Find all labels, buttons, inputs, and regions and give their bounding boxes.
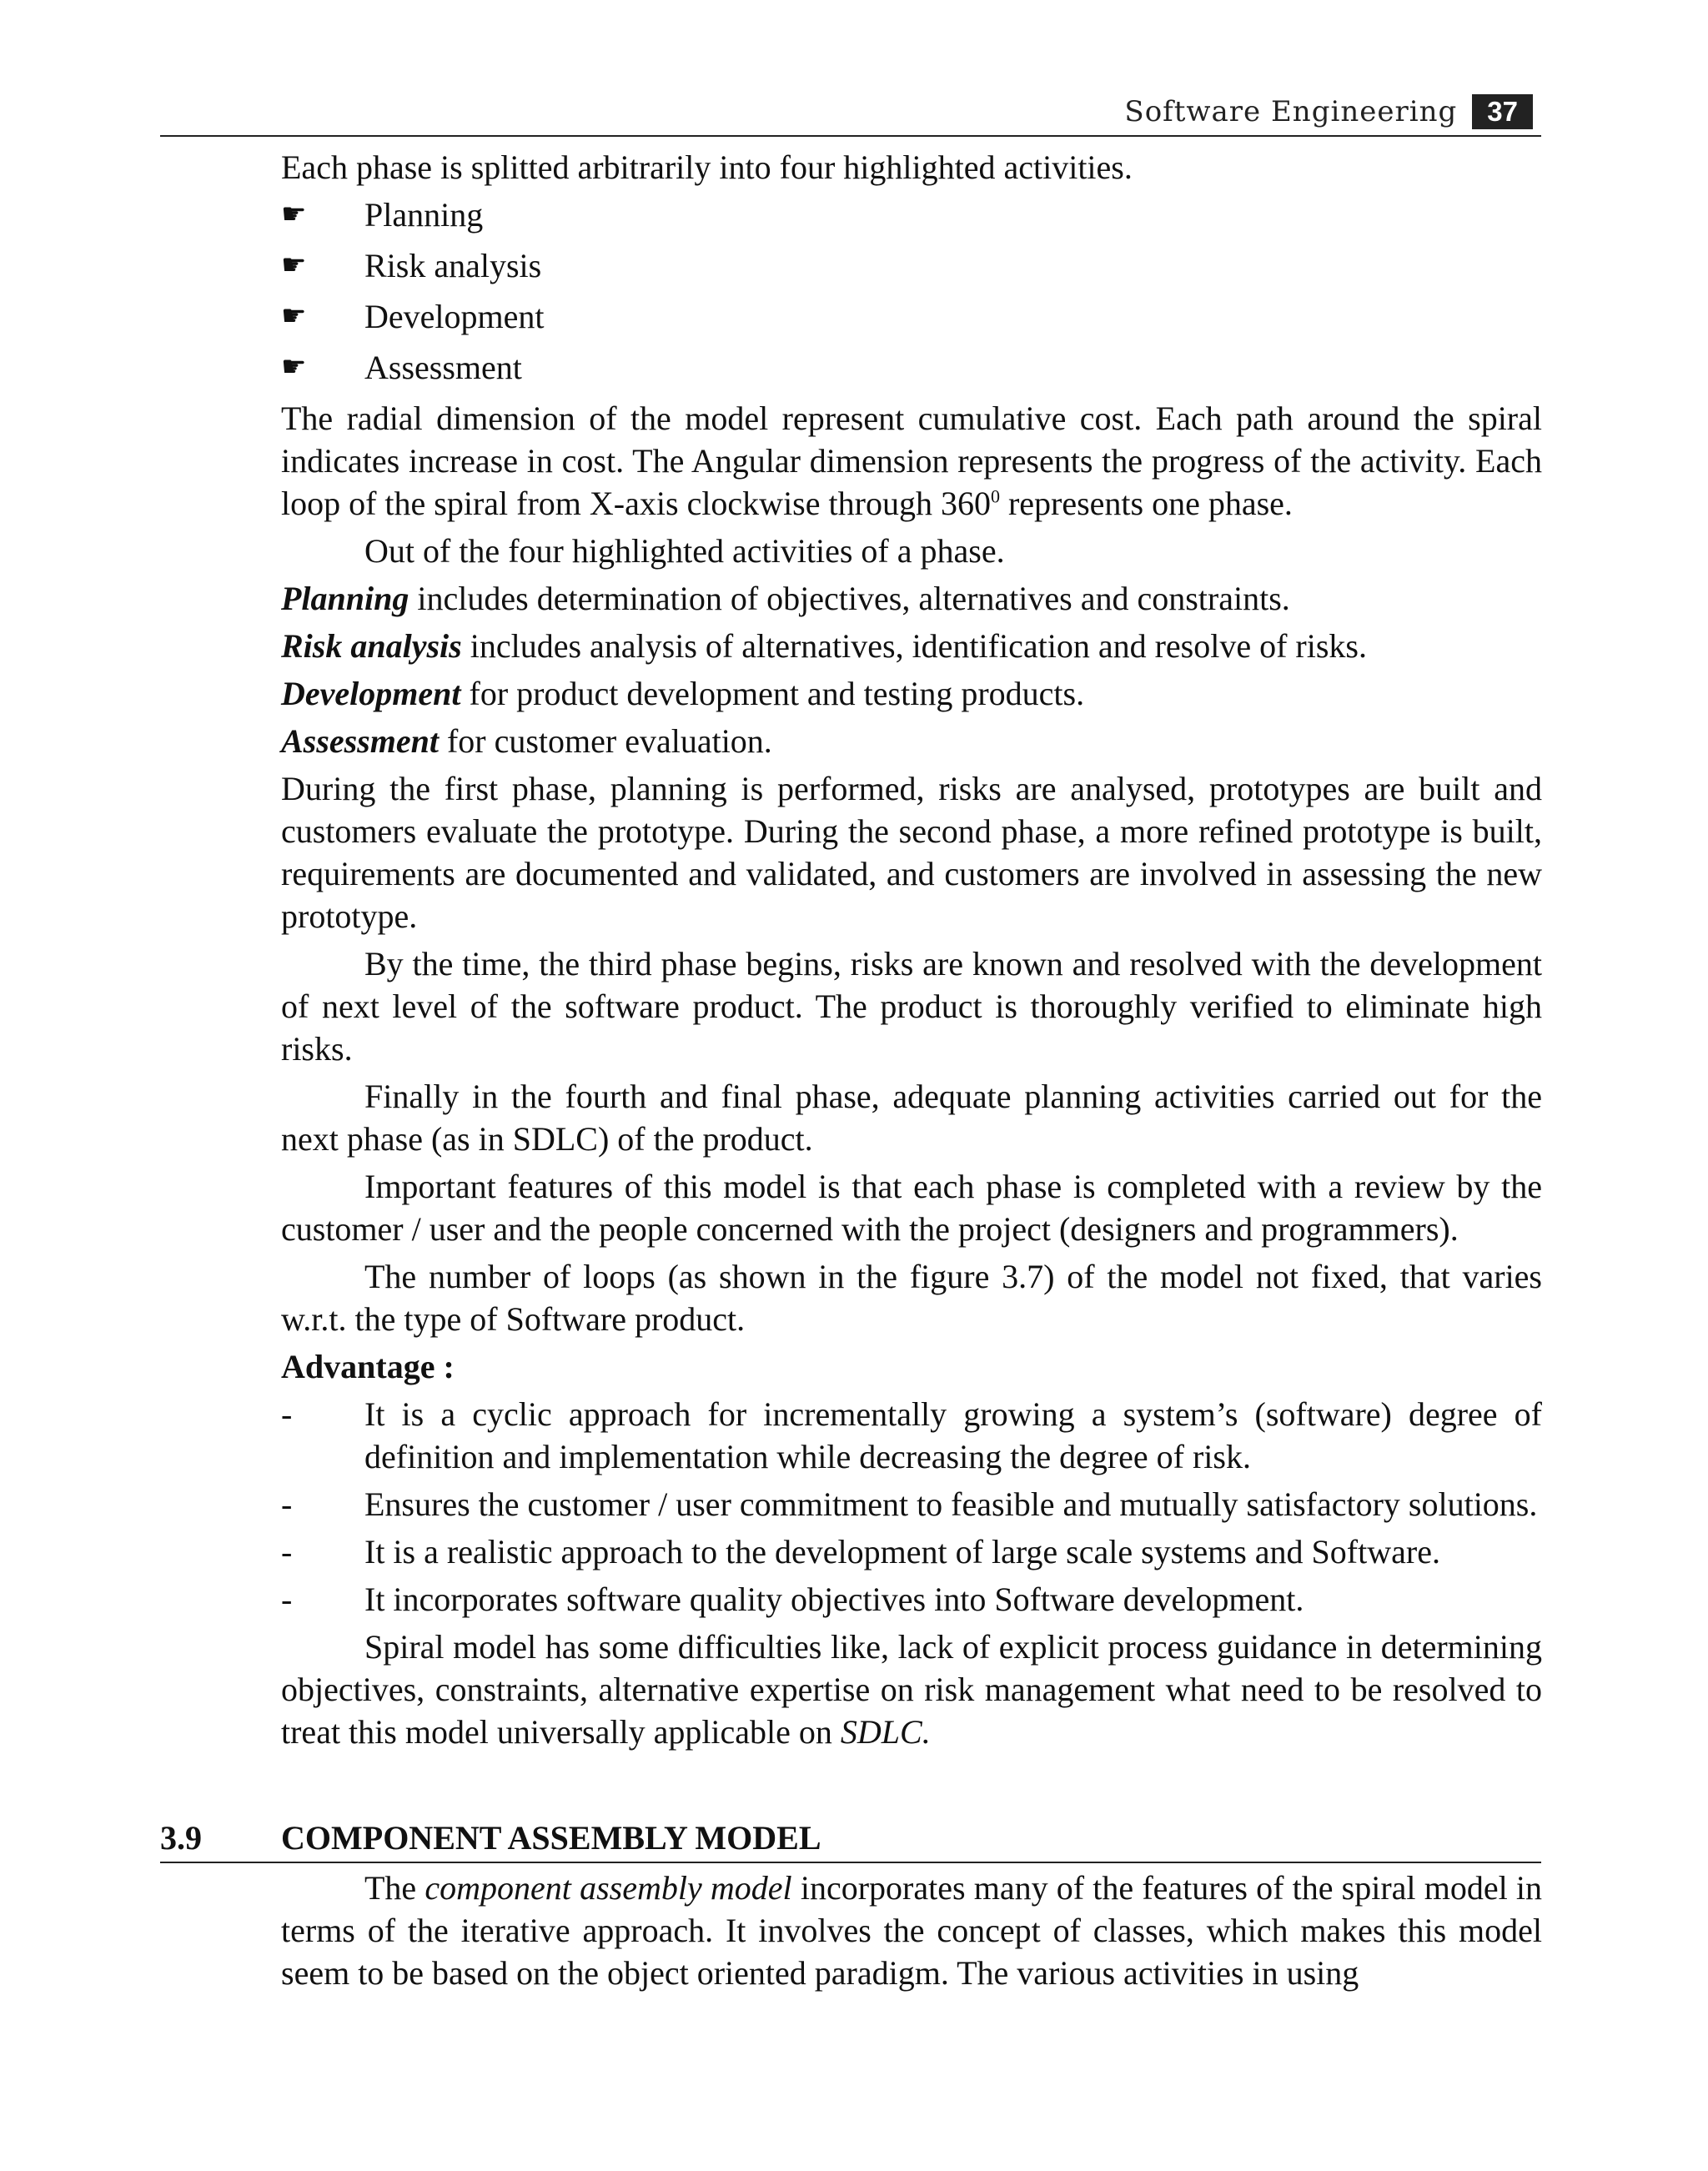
header-rule xyxy=(160,135,1541,137)
paragraph: During the first phase, planning is performed, risks are analysed, prototypes are built and customers evaluate the prototype. During the second phase, a more refined prototype is built, requirements are documented and validated, and customers are involved in assessing the new prototype. xyxy=(281,770,1542,935)
advantage-item: - Ensures the customer / user commitment to feasible and mutually satisfactory solutions. xyxy=(281,1485,1538,1523)
superscript: 0 xyxy=(990,485,1000,507)
advantage-item: - It is a realistic approach to the development of large scale systems and Software. xyxy=(281,1533,1440,1570)
paragraph: Finally in the fourth and final phase, adequate planning activities carried out for the next phase (as in SDLC) of the product. xyxy=(281,1078,1542,1158)
radial-paragraph: The radial dimension of the model represent cumulative cost. Each path around the spiral indicates increase in cost. The Angular dimension represents the progress of the activity. Each loop of the spiral from X-axis clockwise through $360^0$ represents one phase. xyxy=(281,400,1542,522)
section-heading xyxy=(160,1817,1541,1859)
section-content xyxy=(281,1867,1542,1994)
pointing-hand-icon: ☛ xyxy=(281,299,307,333)
definition-planning: Planning includes determination of objectives, alternatives and constraints. xyxy=(281,580,1290,617)
spiral-paragraph: Spiral model has some difficulties like, lack of explicit process guidance in determining objectives, constraints, alternative expertise on risk management what need to be resolved to treat this model universally applicable on SDLC. xyxy=(281,1628,1542,1751)
bullet-item: ☛ Assessment xyxy=(281,346,1542,389)
running-header xyxy=(1124,92,1533,132)
paragraph: Important features of this model is that each phase is completed with a review by the customer / user and the people concerned with the project (designers and programmers). xyxy=(281,1168,1542,1248)
paragraph: By the time, the third phase begins, risks are known and resolved with the development of next level of the software product. The product is thoroughly verified to eliminate high risks. xyxy=(281,945,1542,1068)
advantage-item: - It is a cyclic approach for incrementally growing a system’s (software) degree of definition and implementation while decreasing the degree of risk. xyxy=(281,1395,1542,1475)
section-number: 3.9 xyxy=(160,1819,202,1857)
pointing-hand-icon: ☛ xyxy=(281,198,307,231)
page-number: 37 xyxy=(1472,94,1533,129)
bullet-item: ☛ Planning xyxy=(281,193,1542,236)
header-title: Software Engineering xyxy=(1124,94,1458,128)
definition-risk-analysis: Risk analysis includes analysis of alternatives, identification and resolve of risks. xyxy=(281,627,1367,665)
section-rule xyxy=(160,1862,1541,1863)
pointing-hand-icon: ☛ xyxy=(281,350,307,384)
definition-assessment: Assessment for customer evaluation. xyxy=(281,722,772,760)
paragraph: The number of loops (as shown in the figure 3.7) of the model not fixed, that varies w.r.t. the type of Software product. xyxy=(281,1258,1542,1338)
pointing-hand-icon: ☛ xyxy=(281,249,307,282)
definition-development: Development for product development and testing products. xyxy=(281,675,1085,712)
advantage-item: - It incorporates software quality objectives into Software development. xyxy=(281,1581,1304,1618)
out-of-text: Out of the four highlighted activities of a phase. xyxy=(364,532,1005,570)
section-paragraph: The component assembly model incorporates many of the features of the spiral model in terms of the iterative approach. It involves the concept of classes, which makes this model seem to be based on the object oriented paradigm. The various activities in using xyxy=(281,1869,1542,1992)
main-content xyxy=(281,146,1542,1753)
bullet-item: ☛ Development xyxy=(281,295,1542,338)
intro-text: Each phase is splitted arbitrarily into four highlighted activities. xyxy=(281,148,1133,186)
advantage-heading: Advantage : xyxy=(281,1348,455,1385)
bullet-item: ☛ Risk analysis xyxy=(281,244,1542,287)
section-title: COMPONENT ASSEMBLY MODEL xyxy=(281,1819,821,1857)
